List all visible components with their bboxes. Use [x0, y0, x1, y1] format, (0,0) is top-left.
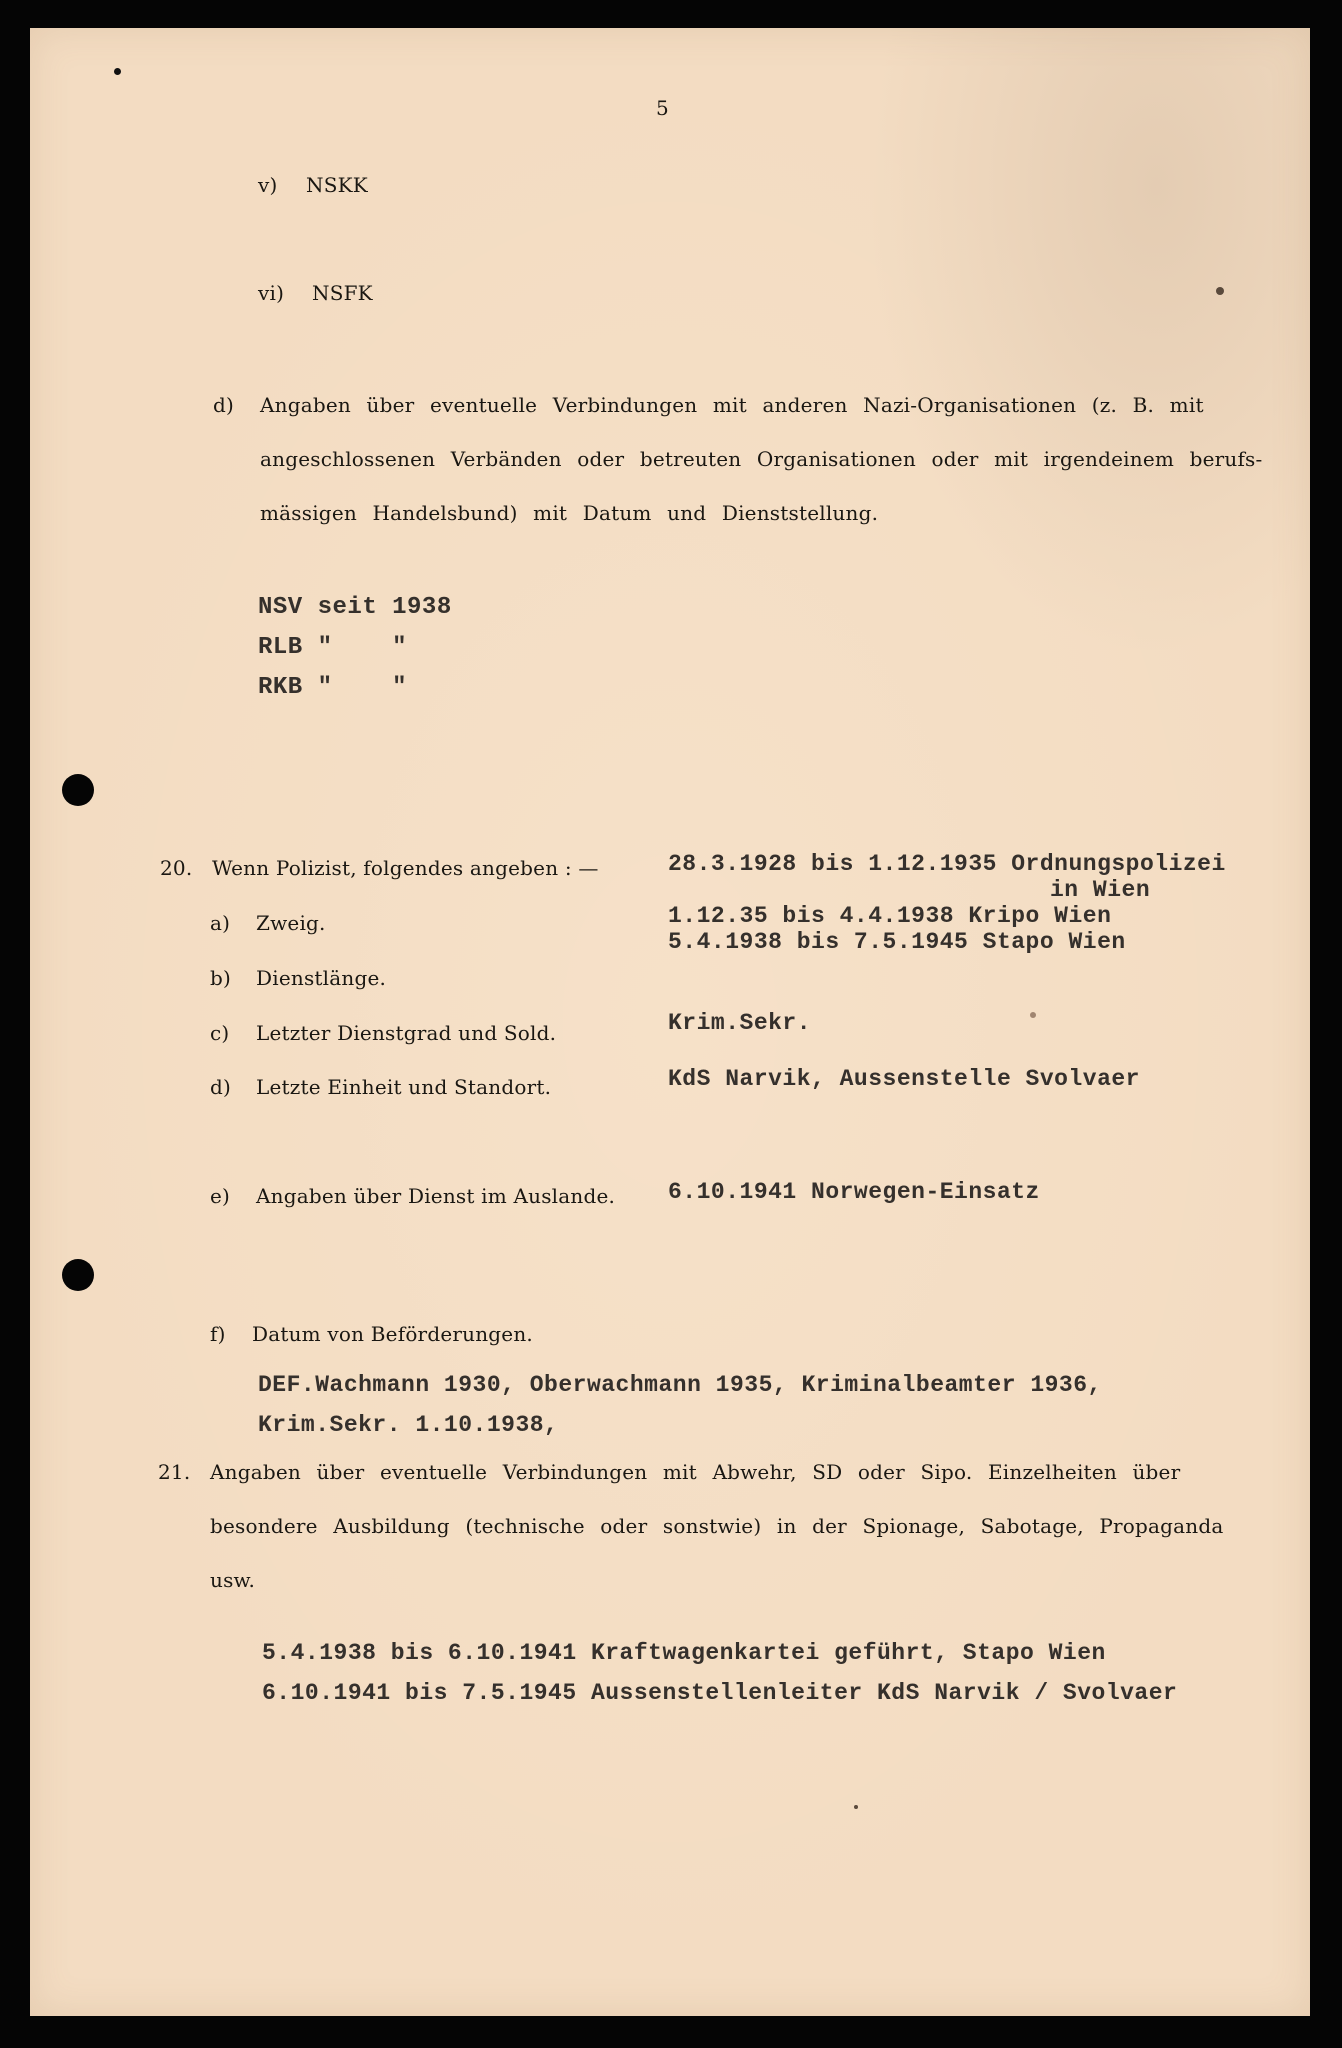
item-vi-label: NSFK: [312, 281, 373, 305]
police-service-line-1: 28.3.1928 bis 1.12.1935 Ordnungspolizei: [668, 851, 1226, 877]
question-20-e-label: Angaben über Dienst im Auslande.: [256, 1184, 616, 1208]
question-d-line-2: angeschlossenen Verbänden oder betreuten Organisationen oder mit irgendeinem berufs-: [260, 447, 1263, 471]
question-d-answer-line-3: RKB " ": [258, 674, 408, 701]
police-unit-answer: KdS Narvik, Aussenstelle Svolvaer: [668, 1066, 1140, 1092]
question-20-d-marker: d): [210, 1075, 232, 1099]
question-d-answer-line-1: NSV seit 1938: [258, 594, 452, 621]
intelligence-answer-line-1: 5.4.1938 bis 6.10.1941 Kraftwagenkartei geführt, Stapo Wien: [262, 1640, 1106, 1666]
paper-speck: [1216, 287, 1224, 295]
paper-speck: [114, 68, 121, 75]
police-rank-answer: Krim.Sekr.: [668, 1010, 812, 1036]
question-20-f-label: Datum von Beförderungen.: [252, 1322, 533, 1346]
question-20-title: Wenn Polizist, folgendes angeben : —: [212, 856, 599, 880]
question-20-number: 20.: [160, 856, 193, 880]
punch-hole-bottom: [62, 1259, 94, 1291]
promotions-line-1: DEF.Wachmann 1930, Oberwachmann 1935, Kriminalbeamter 1936,: [258, 1372, 1102, 1398]
question-d-line-3: mässigen Handelsbund) mit Datum und Dienststellung.: [260, 501, 879, 525]
question-20-f-marker: f): [210, 1322, 226, 1346]
question-21-line-1: Angaben über eventuelle Verbindungen mit Abwehr, SD oder Sipo. Einzelheiten über: [210, 1460, 1181, 1484]
question-21-line-3: usw.: [210, 1568, 256, 1592]
question-d-line-1: Angaben über eventuelle Verbindungen mit anderen Nazi-Organisationen (z. B. mit: [260, 393, 1204, 417]
question-20-b-label: Dienstlänge.: [256, 966, 387, 990]
item-v-label: NSKK: [306, 173, 368, 197]
intelligence-answer-line-2: 6.10.1941 bis 7.5.1945 Aussenstellenleiter KdS Narvik / Svolvaer: [262, 1680, 1178, 1706]
question-d-answer-line-2: RLB " ": [258, 634, 408, 661]
question-20-a-marker: a): [210, 911, 231, 935]
question-20-b-marker: b): [210, 966, 232, 990]
promotions-line-2: Krim.Sekr. 1.10.1938,: [258, 1412, 559, 1438]
item-vi-marker: vi): [258, 281, 285, 305]
question-d-marker: d): [213, 393, 235, 417]
question-20-c-label: Letzter Dienstgrad und Sold.: [256, 1021, 557, 1045]
police-service-line-2: in Wien: [1050, 877, 1151, 903]
police-service-line-4: 5.4.1938 bis 7.5.1945 Stapo Wien: [668, 929, 1126, 955]
question-21-line-2: besondere Ausbildung (technische oder sonstwie) in der Spionage, Sabotage, Propaganda: [210, 1514, 1224, 1538]
question-20-d-label: Letzte Einheit und Standort.: [256, 1075, 552, 1099]
page-number: 5: [656, 96, 669, 120]
question-20-a-label: Zweig.: [256, 911, 326, 935]
paper-speck: [1030, 1012, 1036, 1018]
question-21-number: 21.: [158, 1460, 191, 1484]
question-20-e-marker: e): [210, 1184, 231, 1208]
punch-hole-top: [62, 774, 94, 806]
police-abroad-answer: 6.10.1941 Norwegen-Einsatz: [668, 1179, 1040, 1205]
police-service-line-3: 1.12.35 bis 4.4.1938 Kripo Wien: [668, 903, 1112, 929]
item-v-marker: v): [258, 173, 278, 197]
question-20-c-marker: c): [210, 1021, 230, 1045]
paper-speck: [854, 1805, 858, 1809]
